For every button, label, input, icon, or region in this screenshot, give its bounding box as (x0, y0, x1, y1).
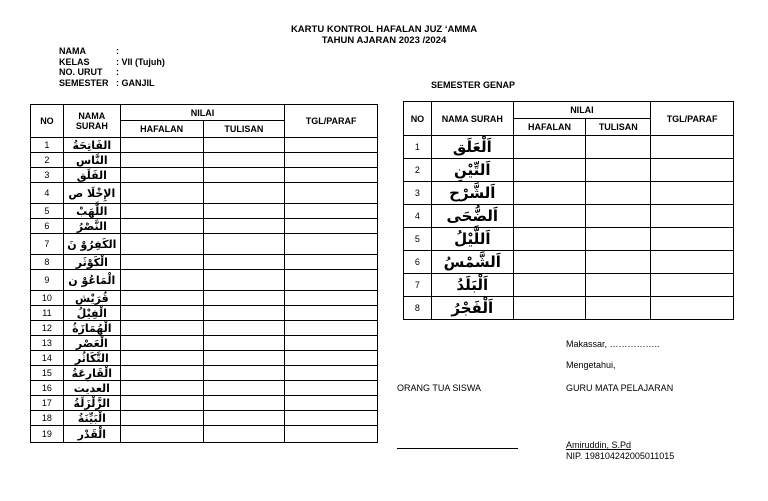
tulisan-cell[interactable] (203, 336, 285, 351)
surah-name: الإِخْلَا ص (63, 183, 120, 204)
row-number: 7 (404, 274, 432, 297)
tgl-paraf-cell[interactable] (285, 366, 378, 381)
row-number: 1 (404, 136, 432, 159)
row-number: 5 (31, 204, 64, 219)
tgl-paraf-cell[interactable] (285, 351, 378, 366)
hafalan-cell[interactable] (513, 136, 586, 159)
hafalan-cell[interactable] (120, 351, 203, 366)
tulisan-cell[interactable] (203, 234, 285, 255)
hafalan-cell[interactable] (513, 297, 586, 320)
info-label: NO. URUT (59, 67, 103, 77)
table-row (31, 411, 378, 426)
header-nilai: NILAI (120, 105, 284, 121)
hafalan-cell[interactable] (513, 159, 586, 182)
row-number: 3 (404, 182, 432, 205)
tgl-paraf-cell[interactable] (285, 234, 378, 255)
row-number: 18 (31, 411, 64, 426)
hafalan-cell[interactable] (120, 396, 203, 411)
surah-name: الزَّلْزَلَةُ (63, 396, 120, 411)
tgl-paraf-cell[interactable] (285, 270, 378, 291)
header-tgl-paraf: TGL/PARAF (285, 105, 378, 138)
hafalan-cell[interactable] (120, 306, 203, 321)
tgl-paraf-cell[interactable] (285, 411, 378, 426)
tgl-paraf-cell[interactable] (285, 138, 378, 153)
info-nama (59, 46, 165, 57)
tulisan-cell[interactable] (586, 182, 651, 205)
hafalan-cell[interactable] (120, 291, 203, 306)
table-row (404, 159, 734, 182)
row-number: 10 (31, 291, 64, 306)
header-tulisan: TULISAN (586, 119, 651, 136)
hafalan-cell[interactable] (513, 228, 586, 251)
header-hafalan: HAFALAN (120, 121, 203, 138)
surah-name: الكَفِرُوْ نَ (63, 234, 120, 255)
teacher-name: Amiruddin, S.Pd (566, 440, 632, 450)
row-number: 13 (31, 336, 64, 351)
table-row (31, 291, 378, 306)
surah-name: الْعَصْر (63, 336, 120, 351)
surah-name: اَلْبَلَدُ (431, 274, 513, 297)
table-row (31, 219, 378, 234)
table-row (31, 168, 378, 183)
table-row (31, 336, 378, 351)
surah-name: الفَلَق (63, 168, 120, 183)
teacher-role-label: GURU MATA PELAJARAN (566, 383, 674, 393)
surah-name: اَلْعَلَق (431, 136, 513, 159)
genap-rows (404, 136, 734, 320)
hafalan-cell[interactable] (513, 274, 586, 297)
info-semester (59, 78, 165, 89)
hafalan-cell[interactable] (513, 182, 586, 205)
table-row (31, 255, 378, 270)
table-row (31, 396, 378, 411)
tulisan-cell[interactable] (203, 204, 285, 219)
surah-name: الفَاتِحَةُ (63, 138, 120, 153)
hafalan-cell[interactable] (120, 336, 203, 351)
tulisan-cell[interactable] (586, 159, 651, 182)
tulisan-cell[interactable] (203, 306, 285, 321)
header-nama-surah: NAMA SURAH (63, 105, 120, 138)
tulisan-cell[interactable] (586, 228, 651, 251)
table-row (404, 182, 734, 205)
info-label: SEMESTER (59, 77, 109, 88)
table-row (31, 381, 378, 396)
tulisan-cell[interactable] (203, 255, 285, 270)
hafalan-cell[interactable] (120, 381, 203, 396)
surah-name: اَلتِّيْنِ (431, 159, 513, 182)
row-number: 15 (31, 366, 64, 381)
tgl-paraf-cell[interactable] (285, 381, 378, 396)
hafalan-cell[interactable] (120, 204, 203, 219)
table-row (404, 274, 734, 297)
ganjil-rows (31, 138, 378, 443)
tgl-paraf-cell[interactable] (285, 336, 378, 351)
tulisan-cell[interactable] (203, 351, 285, 366)
tulisan-cell[interactable] (586, 205, 651, 228)
document-title: KARTU KONTROL HAFALAN JUZ ‘AMMA (290, 24, 478, 35)
tgl-paraf-cell[interactable] (651, 274, 734, 297)
row-number: 11 (31, 306, 64, 321)
hafalan-cell[interactable] (120, 153, 203, 168)
tgl-paraf-cell[interactable] (651, 297, 734, 320)
tgl-paraf-cell[interactable] (285, 306, 378, 321)
semester-genap-label: SEMESTER GENAP (431, 80, 516, 90)
surah-name: اَلْفَجْرُ (431, 297, 513, 320)
table-row (31, 321, 378, 336)
table-semester-ganjil (30, 104, 378, 443)
tulisan-cell[interactable] (586, 297, 651, 320)
row-number: 6 (31, 219, 64, 234)
hafalan-cell[interactable] (120, 321, 203, 336)
table-row (31, 204, 378, 219)
row-number: 5 (404, 228, 432, 251)
tgl-paraf-cell[interactable] (285, 204, 378, 219)
row-number: 1 (31, 138, 64, 153)
hafalan-cell[interactable] (120, 426, 203, 443)
tulisan-cell[interactable] (203, 426, 285, 443)
row-number: 8 (404, 297, 432, 320)
surah-name: اَلشَّمْسُ (431, 251, 513, 274)
table-row (404, 228, 734, 251)
row-number: 14 (31, 351, 64, 366)
surah-name: الْكَوْثَر (63, 255, 120, 270)
place-date: Makassar, …………….. (566, 339, 660, 349)
tgl-paraf-cell[interactable] (285, 426, 378, 443)
tulisan-cell[interactable] (203, 138, 285, 153)
tgl-paraf-cell[interactable] (651, 228, 734, 251)
tulisan-cell[interactable] (203, 270, 285, 291)
table-row (404, 297, 734, 320)
info-label: NAMA (59, 46, 86, 56)
info-value: : VII (Tujuh) (116, 56, 165, 67)
surah-name: اَلشَّرْح (431, 182, 513, 205)
header-nilai: NILAI (513, 102, 651, 119)
hafalan-cell[interactable] (120, 234, 203, 255)
surah-name: العديت (63, 381, 120, 396)
tulisan-cell[interactable] (203, 366, 285, 381)
info-label: KELAS (59, 56, 90, 67)
tulisan-cell[interactable] (203, 153, 285, 168)
tgl-paraf-cell[interactable] (651, 251, 734, 274)
tulisan-cell[interactable] (203, 411, 285, 426)
tgl-paraf-cell[interactable] (285, 219, 378, 234)
surah-name: الْقَدْر (63, 426, 120, 443)
header-no: NO (31, 105, 64, 138)
hafalan-cell[interactable] (120, 270, 203, 291)
hafalan-cell[interactable] (120, 138, 203, 153)
tgl-paraf-cell[interactable] (651, 159, 734, 182)
surah-name: التَّكَاثُر (63, 351, 120, 366)
table-row (31, 351, 378, 366)
surah-name: قُرَيْش (63, 291, 120, 306)
hafalan-cell[interactable] (120, 255, 203, 270)
surah-name: الْمَاعُوْ ن (63, 270, 120, 291)
surah-name: اَلضُّحَى (431, 205, 513, 228)
table-row (31, 366, 378, 381)
surah-name: الْفِيْلُ (63, 306, 120, 321)
table-row (31, 153, 378, 168)
tulisan-cell[interactable] (203, 381, 285, 396)
tulisan-cell[interactable] (203, 291, 285, 306)
hafalan-cell[interactable] (120, 411, 203, 426)
tgl-paraf-cell[interactable] (651, 205, 734, 228)
teacher-nip: NIP. 198104242005011015 (566, 451, 675, 461)
row-number: 4 (31, 183, 64, 204)
tgl-paraf-cell[interactable] (285, 255, 378, 270)
tgl-paraf-cell[interactable] (285, 291, 378, 306)
tulisan-cell[interactable] (203, 168, 285, 183)
row-number: 4 (404, 205, 432, 228)
surah-name: النَّصْرُ (63, 219, 120, 234)
row-number: 19 (31, 426, 64, 443)
hafalan-cell[interactable] (513, 205, 586, 228)
row-number: 9 (31, 270, 64, 291)
tulisan-cell[interactable] (586, 251, 651, 274)
hafalan-cell[interactable] (513, 251, 586, 274)
table-row (31, 234, 378, 255)
table-row (404, 205, 734, 228)
header-nama-surah: NAMA SURAH (431, 102, 513, 136)
tgl-paraf-cell[interactable] (285, 183, 378, 204)
parent-label: ORANG TUA SISWA (397, 383, 482, 393)
tgl-paraf-cell[interactable] (285, 153, 378, 168)
header-hafalan: HAFALAN (513, 119, 586, 136)
row-number: 2 (31, 153, 64, 168)
header-tgl-paraf: TGL/PARAF (651, 102, 734, 136)
surah-name: الْهُمَازَةُ (63, 321, 120, 336)
table-row (31, 306, 378, 321)
tulisan-cell[interactable] (203, 219, 285, 234)
tulisan-cell[interactable] (586, 274, 651, 297)
surah-name: الْقَارِعَةُ (63, 366, 120, 381)
surah-name: اَللَّيْلُ (431, 228, 513, 251)
table-semester-genap (403, 101, 734, 320)
hafalan-cell[interactable] (120, 366, 203, 381)
row-number: 12 (31, 321, 64, 336)
info-value: : (116, 67, 119, 77)
row-number: 6 (404, 251, 432, 274)
surah-name: اللَّهَبْ (63, 204, 120, 219)
tulisan-cell[interactable] (203, 396, 285, 411)
row-number: 2 (404, 159, 432, 182)
info-no-urut (59, 67, 165, 78)
table-row (31, 138, 378, 153)
table-row (31, 426, 378, 443)
tgl-paraf-cell[interactable] (285, 321, 378, 336)
tgl-paraf-cell[interactable] (285, 396, 378, 411)
table-row (31, 183, 378, 204)
info-value: : (116, 46, 119, 56)
parent-signature-line (397, 448, 518, 449)
row-number: 3 (31, 168, 64, 183)
header-no: NO (404, 102, 432, 136)
row-number: 17 (31, 396, 64, 411)
mengetahui-text: Mengetahui, (566, 360, 616, 370)
student-info (59, 46, 165, 88)
tulisan-cell[interactable] (203, 183, 285, 204)
table-row (404, 251, 734, 274)
surah-name: النَّاس (63, 153, 120, 168)
table-row (404, 136, 734, 159)
hafalan-cell[interactable] (120, 183, 203, 204)
tgl-paraf-cell[interactable] (651, 136, 734, 159)
info-kelas (59, 57, 165, 68)
academic-year: TAHUN AJARAN 2023 /2024 (321, 35, 447, 46)
surah-name: الْبَيِّنَةُ (63, 411, 120, 426)
tgl-paraf-cell[interactable] (285, 168, 378, 183)
tgl-paraf-cell[interactable] (651, 182, 734, 205)
row-number: 8 (31, 255, 64, 270)
tulisan-cell[interactable] (586, 136, 651, 159)
row-number: 7 (31, 234, 64, 255)
row-number: 16 (31, 381, 64, 396)
info-value: : GANJIL (116, 77, 155, 88)
hafalan-cell[interactable] (120, 168, 203, 183)
hafalan-cell[interactable] (120, 219, 203, 234)
table-row (31, 270, 378, 291)
header-tulisan: TULISAN (203, 121, 285, 138)
tulisan-cell[interactable] (203, 321, 285, 336)
